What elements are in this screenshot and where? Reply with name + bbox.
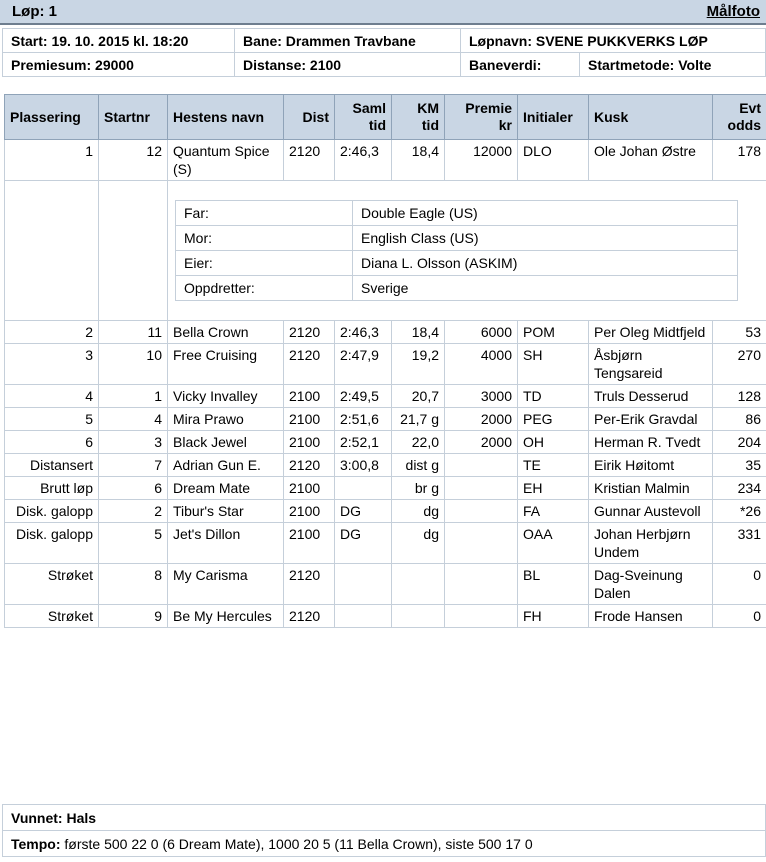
cell-total-time: 2:51,6 xyxy=(335,408,392,431)
winner-detail-table xyxy=(175,200,738,301)
cell-initials: EH xyxy=(518,477,589,500)
cell-initials: BL xyxy=(518,564,589,605)
tempo xyxy=(3,831,766,857)
cell-startnr: 12 xyxy=(99,140,168,181)
race-name: Løpnavn: SVENE PUKKVERKS LØP xyxy=(461,29,766,53)
cell-horse: Tibur's Star xyxy=(168,500,284,523)
cell-initials: PEG xyxy=(518,408,589,431)
cell-odds: 204 xyxy=(713,431,766,454)
cell-startnr: 6 xyxy=(99,477,168,500)
cell-total-time: 2:49,5 xyxy=(335,385,392,408)
table-row xyxy=(5,500,766,523)
cell-prize xyxy=(445,564,518,605)
cell-odds: 53 xyxy=(713,321,766,344)
cell-total-time xyxy=(335,564,392,605)
cell-total-time xyxy=(335,477,392,500)
col-header-startnr[interactable]: Startnr xyxy=(99,95,168,140)
cell-prize: 4000 xyxy=(445,344,518,385)
cell-place: 2 xyxy=(5,321,99,344)
race-start-method: Startmetode: Volte xyxy=(580,53,766,77)
cell-horse: Quantum Spice (S) xyxy=(168,140,284,181)
cell-startnr: 10 xyxy=(99,344,168,385)
cell-total-time: 2:46,3 xyxy=(335,321,392,344)
cell-km-time: 18,4 xyxy=(392,321,445,344)
cell-horse: Bella Crown xyxy=(168,321,284,344)
cell-place: 1 xyxy=(5,140,99,181)
cell-odds: 270 xyxy=(713,344,766,385)
cell-place: Brutt løp xyxy=(5,477,99,500)
cell-initials: POM xyxy=(518,321,589,344)
cell-horse: Black Jewel xyxy=(168,431,284,454)
results-header-row xyxy=(5,95,766,140)
cell-horse: Dream Mate xyxy=(168,477,284,500)
race-header xyxy=(0,0,766,25)
cell-km-time xyxy=(392,605,445,628)
cell-odds: 234 xyxy=(713,477,766,500)
cell-driver: Per Oleg Midtfjeld xyxy=(589,321,713,344)
cell-km-time: 21,7 g xyxy=(392,408,445,431)
results-body xyxy=(5,140,766,628)
cell-startnr: 11 xyxy=(99,321,168,344)
table-row xyxy=(5,321,766,344)
race-info-table xyxy=(2,28,766,77)
table-row xyxy=(5,344,766,385)
col-header-initials[interactable]: Initialer xyxy=(518,95,589,140)
cell-prize: 2000 xyxy=(445,408,518,431)
detail-label-sire: Far: xyxy=(176,201,353,226)
cell-dist: 2120 xyxy=(284,344,335,385)
cell-prize: 6000 xyxy=(445,321,518,344)
table-row xyxy=(5,140,766,181)
cell-place: Strøket xyxy=(5,605,99,628)
cell-prize xyxy=(445,605,518,628)
cell-odds: 35 xyxy=(713,454,766,477)
detail-value-breeder: Sverige xyxy=(353,276,738,301)
photo-finish-link[interactable]: Målfoto xyxy=(706,3,760,20)
detail-label-dam: Mor: xyxy=(176,226,353,251)
cell-prize xyxy=(445,477,518,500)
cell-dist: 2100 xyxy=(284,431,335,454)
cell-driver: Frode Hansen xyxy=(589,605,713,628)
cell-dist: 2120 xyxy=(284,564,335,605)
cell-odds: 128 xyxy=(713,385,766,408)
col-header-prize[interactable]: Premie kr xyxy=(445,95,518,140)
cell-odds: 178 xyxy=(713,140,766,181)
cell-total-time: 2:47,9 xyxy=(335,344,392,385)
detail-value-sire: Double Eagle (US) xyxy=(353,201,738,226)
cell-driver: Truls Desserud xyxy=(589,385,713,408)
cell-horse: Be My Hercules xyxy=(168,605,284,628)
cell-prize: 2000 xyxy=(445,431,518,454)
cell-km-time: br g xyxy=(392,477,445,500)
cell-startnr: 1 xyxy=(99,385,168,408)
cell-km-time: 20,7 xyxy=(392,385,445,408)
cell-place: 5 xyxy=(5,408,99,431)
cell-startnr: 4 xyxy=(99,408,168,431)
col-header-km-time[interactable]: KM tid xyxy=(392,95,445,140)
cell-startnr: 2 xyxy=(99,500,168,523)
cell-initials: FA xyxy=(518,500,589,523)
race-distance: Distanse: 2100 xyxy=(235,53,461,77)
table-row xyxy=(5,605,766,628)
cell-startnr: 7 xyxy=(99,454,168,477)
cell-odds: 0 xyxy=(713,564,766,605)
cell-dist: 2100 xyxy=(284,477,335,500)
table-row xyxy=(5,523,766,564)
race-track-value: Baneverdi: xyxy=(461,53,580,77)
col-header-horse[interactable]: Hestens navn xyxy=(168,95,284,140)
cell-total-time xyxy=(335,605,392,628)
detail-label-owner: Eier: xyxy=(176,251,353,276)
cell-km-time: dg xyxy=(392,523,445,564)
col-header-place[interactable]: Plassering xyxy=(5,95,99,140)
cell-km-time: dg xyxy=(392,500,445,523)
cell-driver: Åsbjørn Tengsareid xyxy=(589,344,713,385)
cell-driver: Eirik Høitomt xyxy=(589,454,713,477)
cell-place: Distansert xyxy=(5,454,99,477)
race-title: Løp: 1 xyxy=(12,3,57,20)
cell-driver: Dag-Sveinung Dalen xyxy=(589,564,713,605)
table-row xyxy=(5,477,766,500)
cell-initials: OAA xyxy=(518,523,589,564)
col-header-dist[interactable]: Dist xyxy=(284,95,335,140)
cell-initials: OH xyxy=(518,431,589,454)
cell-odds: *26 xyxy=(713,500,766,523)
cell-place: 4 xyxy=(5,385,99,408)
cell-total-time: 2:46,3 xyxy=(335,140,392,181)
race-summary-table xyxy=(2,804,766,857)
winner-detail-cell xyxy=(168,181,766,321)
table-row xyxy=(5,564,766,605)
cell-initials: TE xyxy=(518,454,589,477)
cell-startnr: 8 xyxy=(99,564,168,605)
cell-place: 3 xyxy=(5,344,99,385)
cell-total-time: DG xyxy=(335,500,392,523)
cell-driver: Ole Johan Østre xyxy=(589,140,713,181)
cell-km-time: 19,2 xyxy=(392,344,445,385)
cell-total-time: 2:52,1 xyxy=(335,431,392,454)
cell-horse: Adrian Gun E. xyxy=(168,454,284,477)
cell-startnr: 9 xyxy=(99,605,168,628)
cell-dist: 2120 xyxy=(284,454,335,477)
col-header-odds[interactable]: Evt odds xyxy=(713,95,766,140)
cell-dist: 2100 xyxy=(284,500,335,523)
tempo-label: Tempo: xyxy=(11,835,61,852)
cell-prize: 3000 xyxy=(445,385,518,408)
table-row xyxy=(5,431,766,454)
cell-driver: Johan Herbjørn Undem xyxy=(589,523,713,564)
cell-km-time: 22,0 xyxy=(392,431,445,454)
cell-driver: Kristian Malmin xyxy=(589,477,713,500)
detail-value-owner: Diana L. Olsson (ASKIM) xyxy=(353,251,738,276)
detail-value-dam: English Class (US) xyxy=(353,226,738,251)
cell-prize: 12000 xyxy=(445,140,518,181)
cell-odds: 331 xyxy=(713,523,766,564)
cell-place: 6 xyxy=(5,431,99,454)
table-row xyxy=(5,454,766,477)
cell-horse: Mira Prawo xyxy=(168,408,284,431)
cell-dist: 2120 xyxy=(284,605,335,628)
detail-label-breeder: Oppdretter: xyxy=(176,276,353,301)
cell-place: Strøket xyxy=(5,564,99,605)
cell-horse: My Carisma xyxy=(168,564,284,605)
race-prize: Premiesum: 29000 xyxy=(3,53,235,77)
cell-prize xyxy=(445,500,518,523)
race-start: Start: 19. 10. 2015 kl. 18:20 xyxy=(3,29,235,53)
cell-place: Disk. galopp xyxy=(5,523,99,564)
cell-km-time: dist g xyxy=(392,454,445,477)
cell-dist: 2120 xyxy=(284,140,335,181)
cell-place: Disk. galopp xyxy=(5,500,99,523)
cell-total-time: DG xyxy=(335,523,392,564)
winner-detail-row xyxy=(5,181,766,321)
col-header-driver[interactable]: Kusk xyxy=(589,95,713,140)
cell-prize xyxy=(445,523,518,564)
cell-km-time: 18,4 xyxy=(392,140,445,181)
tempo-text: første 500 22 0 (6 Dream Mate), 1000 20 5 (11 Bella Crown), siste 500 17 0 xyxy=(60,835,533,852)
cell-horse: Free Cruising xyxy=(168,344,284,385)
cell-dist: 2100 xyxy=(284,408,335,431)
cell-initials: SH xyxy=(518,344,589,385)
cell-driver: Herman R. Tvedt xyxy=(589,431,713,454)
cell-total-time: 3:00,8 xyxy=(335,454,392,477)
cell-prize xyxy=(445,454,518,477)
cell-dist: 2120 xyxy=(284,321,335,344)
cell-odds: 86 xyxy=(713,408,766,431)
col-header-total-time[interactable]: Saml tid xyxy=(335,95,392,140)
cell-dist: 2100 xyxy=(284,385,335,408)
results-table xyxy=(4,94,766,628)
cell-initials: DLO xyxy=(518,140,589,181)
cell-initials: TD xyxy=(518,385,589,408)
cell-driver: Per-Erik Gravdal xyxy=(589,408,713,431)
cell-horse: Vicky Invalley xyxy=(168,385,284,408)
cell-dist: 2100 xyxy=(284,523,335,564)
cell-initials: FH xyxy=(518,605,589,628)
table-row xyxy=(5,408,766,431)
cell-driver: Gunnar Austevoll xyxy=(589,500,713,523)
race-track: Bane: Drammen Travbane xyxy=(235,29,461,53)
cell-startnr: 3 xyxy=(99,431,168,454)
cell-odds: 0 xyxy=(713,605,766,628)
cell-startnr: 5 xyxy=(99,523,168,564)
table-row xyxy=(5,385,766,408)
cell-km-time xyxy=(392,564,445,605)
won-by: Vunnet: Hals xyxy=(3,805,766,831)
cell-horse: Jet's Dillon xyxy=(168,523,284,564)
